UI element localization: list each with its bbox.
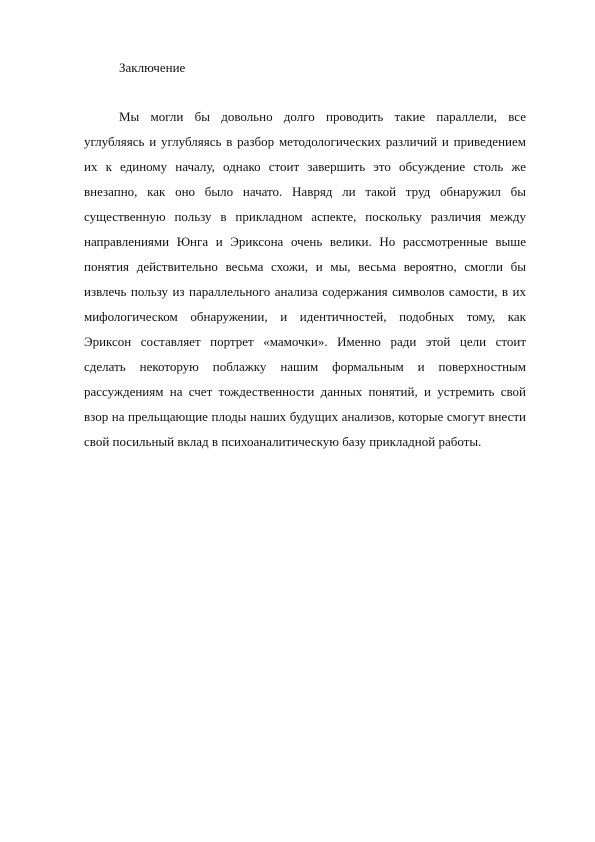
paragraph-line: взор на прельщающие плоды наших будущих анализов, которые смогут внести	[84, 409, 526, 424]
paragraph-line: рассуждениям на счет тождественности данных понятий, и устремить свой	[84, 384, 526, 399]
paragraph-line: извлечь пользу из параллельного анализа содержания символов самости, в их	[84, 284, 526, 299]
paragraph-line: их к единому началу, однако стоит завершить это обсуждение столь же	[84, 159, 526, 174]
paragraph-line: направлениями Юнга и Эриксона очень велики. Но рассмотренные выше	[84, 234, 526, 249]
paragraph-line: углубляясь и углубляясь в разбор методологических различий и приведением	[84, 134, 526, 149]
paragraph-line: внезапно, как оно было начато. Навряд ли такой труд обнаружил бы	[84, 184, 526, 199]
paragraph-line: сделать некоторую поблажку нашим формальным и поверхностным	[84, 359, 526, 374]
paragraph-line: понятия действительно весьма схожи, и мы, весьма вероятно, смогли бы	[84, 259, 526, 274]
paragraph-line: Мы могли бы довольно долго проводить такие параллели, все	[119, 109, 526, 124]
paragraph-line: мифологическом обнаружении, и идентичностей, подобных тому, как	[84, 309, 526, 324]
page-heading: Заключение	[119, 60, 186, 75]
body-paragraph	[84, 109, 526, 459]
paragraph-line: Эриксон составляет портрет «мамочки». Именно ради этой цели стоит	[84, 334, 526, 349]
paragraph-line: свой посильный вклад в психоаналитическую базу прикладной работы.	[84, 434, 482, 449]
paragraph-line: существенную пользу в прикладном аспекте, поскольку различия между	[84, 209, 526, 224]
